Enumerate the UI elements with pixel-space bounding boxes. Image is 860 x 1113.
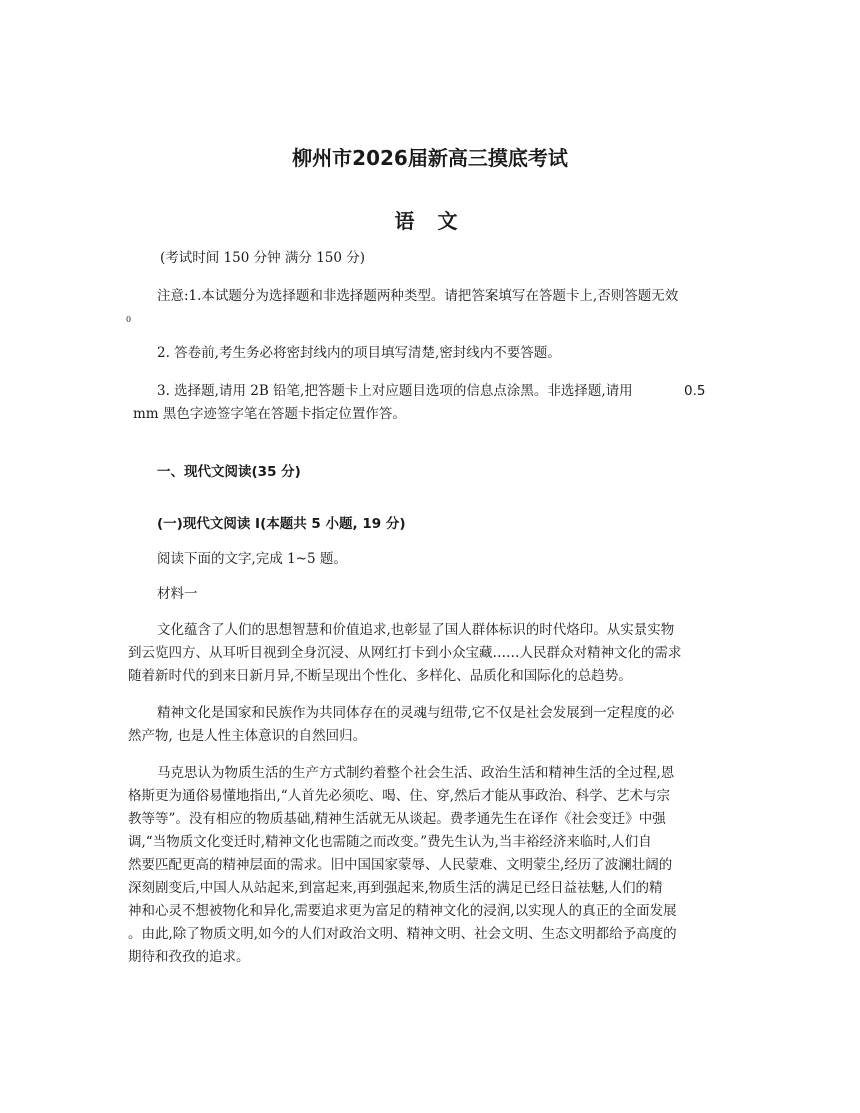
paragraph-3-line-8: 。由此,除了物质文明,如今的人们对政治文明、精神文明、社会文明、生态文明都给予高度的 bbox=[128, 926, 677, 942]
paragraph-3-line-2: 格斯更为通俗易懂地指出,“人首先必须吃、喝、住、穿,然后才能从事政治、科学、艺术与宗 bbox=[128, 788, 670, 804]
note-3-continuation: mm 黑色字迹签字笔在答题卡指定位置作答。 bbox=[133, 406, 406, 422]
note-3-number: 0.5 bbox=[684, 383, 706, 399]
paragraph-3-line-4: 调,“当物质文化变迁时,精神文化也需随之而改变。”费先生认为,当丰裕经济来临时,人们自 bbox=[128, 834, 652, 850]
subsection-heading: (一)现代文阅读 I(本题共 5 小题, 19 分) bbox=[157, 516, 406, 532]
note-2: 2. 答卷前,考生务必将密封线内的项目填写清楚,密封线内不要答题。 bbox=[157, 345, 561, 361]
note-3: 3. 选择题,请用 2B 铅笔,把答题卡上对应题目选项的信息点涂黑。非选择题,请用 bbox=[157, 383, 633, 399]
paragraph-3-line-5: 然要匹配更高的精神层面的需求。旧中国国家蒙辱、人民蒙难、文明蒙尘,经历了波澜壮阔的 bbox=[128, 857, 673, 873]
subject-title: 语 文 bbox=[394, 209, 466, 233]
material-label: 材料一 bbox=[157, 586, 198, 602]
paragraph-3-line-6: 深刻剧变后,中国人从站起来,到富起来,再到强起来,物质生活的满足已经日益祛魅,人们的精 bbox=[128, 880, 663, 896]
exam-title: 柳州市2026届新高三摸底考试 bbox=[292, 146, 568, 170]
paragraph-2-line-2: 然产物, 也是人性主体意识的自然回归。 bbox=[128, 728, 367, 744]
note-1-continuation: 0 bbox=[126, 315, 132, 324]
paragraph-2-line-1: 精神文化是国家和民族作为共同体存在的灵魂与纽带,它不仅是社会发展到一定程度的必 bbox=[157, 705, 675, 721]
paragraph-3-line-1: 马克思认为物质生活的生产方式制约着整个社会生活、政治生活和精神生活的全过程,恩 bbox=[157, 765, 675, 781]
paragraph-1-line-1: 文化蕴含了人们的思想智慧和价值追求,也彰显了国人群体标识的时代烙印。从实景实物 bbox=[157, 622, 675, 638]
reading-instruction: 阅读下面的文字,完成 1~5 题。 bbox=[157, 551, 347, 567]
paragraph-1-line-2: 到云览四方、从耳听目视到全身沉浸、从网红打卡到小众宝藏……人民群众对精神文化的需求 bbox=[128, 645, 682, 661]
paragraph-3-line-3: 教等等”。没有相应的物质基础,精神生活就无从谈起。费孝通先生在译作《社会变迁》中强 bbox=[128, 811, 666, 827]
note-1: 注意:1.本试题分为选择题和非选择题两种类型。请把答案填写在答题卡上,否则答题无效 bbox=[157, 288, 679, 304]
paragraph-1-line-3: 随着新时代的到来日新月异,不断呈现出个性化、多样化、品质化和国际化的总趋势。 bbox=[128, 668, 632, 684]
paragraph-3-line-9: 期待和孜孜的追求。 bbox=[128, 949, 250, 965]
paragraph-3-line-7: 神和心灵不想被物化和异化,需要追求更为富足的精神文化的浸润,以实现人的真正的全面发展 bbox=[128, 903, 677, 919]
section-heading: 一、现代文阅读(35 分) bbox=[157, 464, 301, 480]
exam-info: (考试时间 150 分钟 满分 150 分) bbox=[160, 250, 366, 266]
